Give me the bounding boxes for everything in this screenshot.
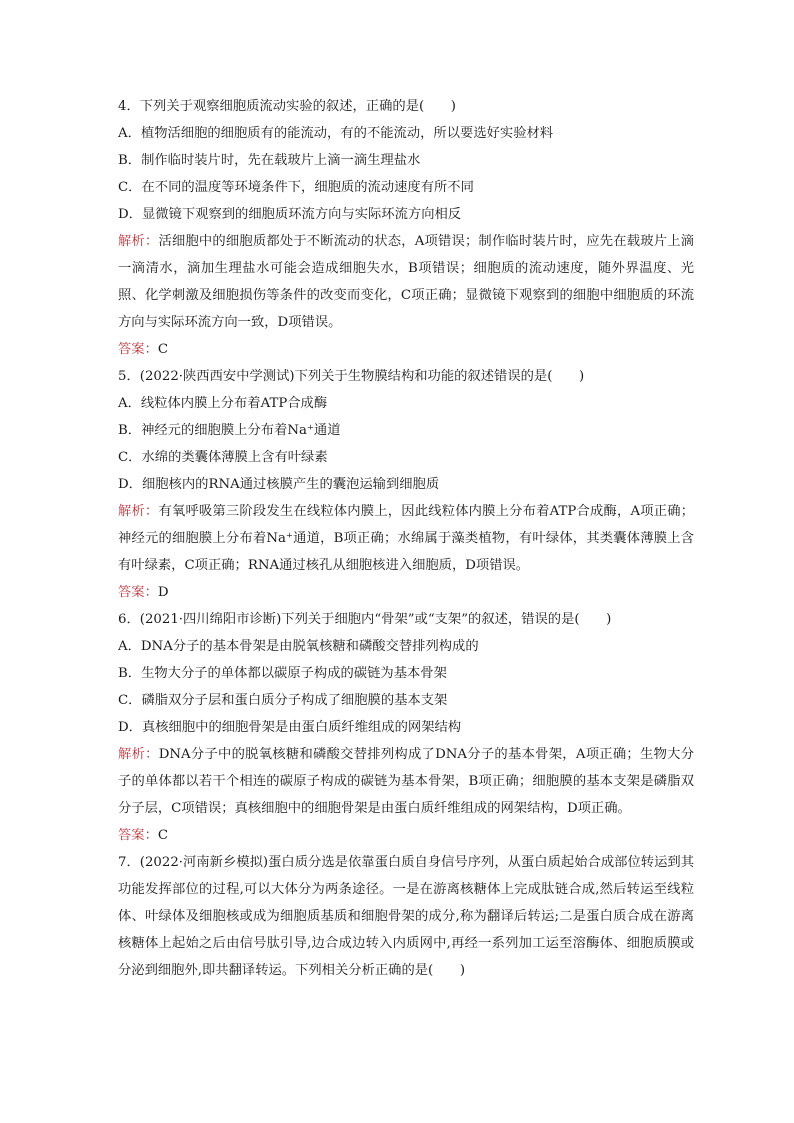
question-4 <box>118 93 694 363</box>
analysis-text: DNA分子中的脱氧核糖和磷酸交替排列构成了DNA分子的基本骨架，A项正确；生物大分子的单体都以若干个相连的碳原子构成的碳链为基本骨架，B项正确；细胞膜的基本支架是磷脂双分子层，C项错误；真核细胞中的细胞骨架是由蛋白质纤维组成的网架结构，D项正确。 <box>118 747 695 816</box>
answer-value: C <box>157 828 169 843</box>
question-7 <box>118 849 694 984</box>
answer-label: 答案： <box>118 342 158 357</box>
analysis <box>118 228 694 336</box>
answer-value: C <box>157 342 169 357</box>
question-stem: 7．(2022·河南新乡模拟)蛋白质分选是依靠蛋白质自身信号序列，从蛋白质起始合成部位转运到其功能发挥部位的过程,可以大体分为两条途径。一是在游离核糖体上完成肽链合成,然后转运至线粒体、叶绿体及细胞核或成为细胞质基质和细胞骨架的成分,称为翻译后转运;二是蛋白质合成在游离核糖体上起始之后由信号肽引导,边合成边转入内质网中,再经一系列加工运至溶酶体、细胞质膜或分泌到细胞外,即共翻译转运。下列相关分析正确的是( ) <box>118 855 694 978</box>
question-stem: 4．下列关于观察细胞质流动实验的叙述，正确的是( ) <box>118 99 456 114</box>
option-b: B．制作临时装片时，先在载玻片上滴一滴生理盐水 <box>118 153 421 168</box>
answer <box>118 822 694 849</box>
analysis-label: 解析： <box>118 747 159 762</box>
option-d: D．细胞核内的RNA通过核膜产生的囊泡运输到细胞质 <box>118 477 440 492</box>
analysis-label: 解析： <box>118 504 159 519</box>
question-6 <box>118 606 694 849</box>
question-5 <box>118 363 694 606</box>
option-a: A．DNA分子的基本骨架是由脱氧核糖和磷酸交替排列构成的 <box>118 639 479 654</box>
answer-label: 答案： <box>118 585 158 600</box>
answer <box>118 336 694 363</box>
analysis-text: 活细胞中的细胞质都处于不断流动的状态，A项错误；制作临时装片时，应先在载玻片上滴一滴清水，滴加生理盐水可能会造成细胞失水，B项错误；细胞质的流动速度，随外界温度、光照、化学刺激及细胞损伤等条件的改变而变化，C项正确；显微镜下观察到的细胞中细胞质的环流方向与实际环流方向一致，D项错误。 <box>118 234 695 330</box>
option-b: B．神经元的细胞膜上分布着Na⁺通道 <box>118 423 341 438</box>
question-stem: 6．(2021·四川绵阳市诊断)下列关于细胞内“骨架”或“支架”的叙述，错误的是( ) <box>118 612 612 627</box>
answer <box>118 579 694 606</box>
option-a: A．植物活细胞的细胞质有的能流动，有的不能流动，所以要选好实验材料 <box>118 126 554 141</box>
option-c: C．在不同的温度等环境条件下，细胞质的流动速度有所不同 <box>118 180 474 195</box>
option-d: D．真核细胞中的细胞骨架是由蛋白质纤维组成的网架结构 <box>118 720 462 735</box>
analysis <box>118 741 694 822</box>
answer-value: D <box>157 585 169 600</box>
analysis <box>118 498 694 579</box>
analysis-label: 解析： <box>118 234 159 249</box>
option-c: C．磷脂双分子层和蛋白质分子构成了细胞膜的基本支架 <box>118 693 448 708</box>
option-b: B．生物大分子的单体都以碳原子构成的碳链为基本骨架 <box>118 666 447 681</box>
option-d: D．显微镜下观察到的细胞质环流方向与实际环流方向相反 <box>118 207 462 222</box>
analysis-text: 有氧呼吸第三阶段发生在线粒体内膜上，因此线粒体内膜上分布着ATP合成酶，A项正确；神经元的细胞膜上分布着Na⁺通道，B项正确；水绵属于藻类植物，有叶绿体，其类囊体薄膜上含有叶绿素，C项正确；RNA通过核孔从细胞核进入细胞质，D项错误。 <box>118 504 695 573</box>
option-c: C．水绵的类囊体薄膜上含有叶绿素 <box>118 450 328 465</box>
option-a: A．线粒体内膜上分布着ATP合成酶 <box>118 396 328 411</box>
question-stem: 5．(2022·陕西西安中学测试)下列关于生物膜结构和功能的叙述错误的是( ) <box>118 369 585 384</box>
answer-label: 答案： <box>118 828 158 843</box>
